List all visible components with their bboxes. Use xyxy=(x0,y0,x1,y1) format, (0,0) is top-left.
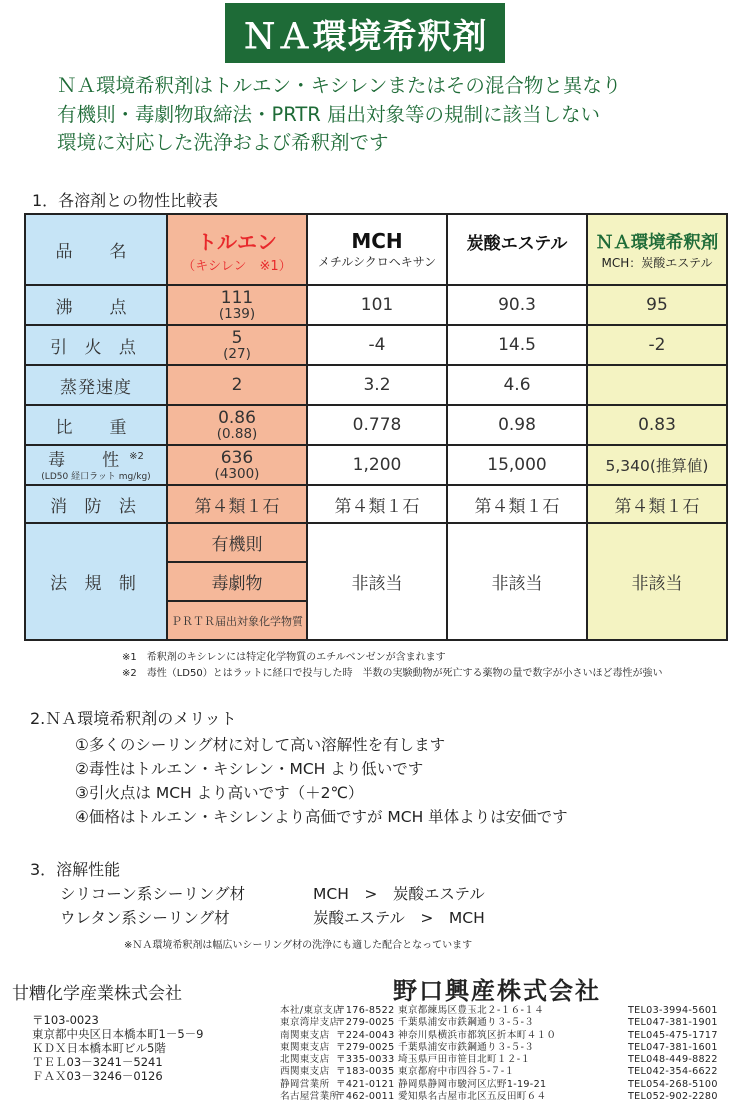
table-row-toxicity xyxy=(25,445,727,485)
tel: TEL052-902-2280 xyxy=(628,1091,718,1103)
merit-item: ④価格はトルエン・キシレンより高価ですが MCH 単体よりは安価です xyxy=(75,808,568,826)
branch-row xyxy=(280,1042,718,1054)
branch-name: 東京湾岸支店 xyxy=(280,1017,340,1029)
company2-logo: 野口興産株式会社 xyxy=(393,976,601,1005)
zip: 〒279-0025 xyxy=(336,1017,395,1029)
address: 千葉県浦安市鉄鋼通り３-５-３ xyxy=(398,1041,535,1053)
branch-row xyxy=(280,1066,718,1078)
cell-toluene: 636 xyxy=(220,448,254,468)
row-label: 消 防 法 xyxy=(50,496,142,517)
row-label: 引 火 点 xyxy=(50,337,142,358)
cell-na xyxy=(587,365,727,405)
branch-row xyxy=(280,1017,718,1029)
cell-na: 0.83 xyxy=(587,405,727,445)
table-row-regulation xyxy=(25,523,727,562)
header-na: ＮＡ環境希釈剤 xyxy=(595,232,719,253)
header-carbonate: 炭酸エステル xyxy=(466,234,568,254)
row-label: 法 規 制 xyxy=(50,574,142,594)
tel: TEL042-354-6622 xyxy=(628,1066,718,1078)
branch-name: 西関東支店 xyxy=(280,1066,330,1078)
zip: 〒279-0025 xyxy=(336,1041,395,1053)
tel: TEL054-268-5100 xyxy=(628,1078,718,1090)
row-label: 蒸発速度 xyxy=(60,377,132,398)
merit-item: ③引火点は MCH より高いです（＋2℃） xyxy=(75,784,364,802)
zip: 〒176-8522 xyxy=(336,1005,395,1016)
title-banner: ＮＡ環境希釈剤 xyxy=(225,3,505,63)
solubility-row xyxy=(60,906,485,930)
row-label-sub: (LD50 経口ラット mg/kg) xyxy=(41,472,151,483)
table-footnotes xyxy=(122,650,663,682)
cell-toluene-reg: 有機則 xyxy=(167,523,307,562)
cell-toluene-reg: ＰＲＴＲ届出対象化学物質 xyxy=(167,601,307,640)
intro-line: 有機則・毒劇物取締法・PRTR 届出対象等の規制に該当しない xyxy=(57,102,601,126)
row-label: 沸 点 xyxy=(55,297,137,318)
branch-name: 南関東支店 xyxy=(280,1029,330,1041)
section3-title: 3．溶解性能 xyxy=(30,860,121,879)
zip: 〒183-0035 xyxy=(336,1066,395,1078)
table-row-boiling-point xyxy=(25,285,727,325)
company1-name: 甘糟化学産業株式会社 xyxy=(12,984,182,1004)
footnote-mark: ※2 xyxy=(129,450,144,462)
cell-carbonate: 第４類１石 xyxy=(447,485,587,523)
cell-mch: 3.2 xyxy=(307,365,447,405)
table-row-flash-point xyxy=(25,325,727,365)
cell-carbonate: 0.98 xyxy=(447,405,587,445)
cell-toluene: 0.86 xyxy=(218,408,256,428)
address: 埼玉県戸田市笹目北町１２-１ xyxy=(398,1054,531,1066)
solubility-note: ※ＮＡ環境希釈剤は幅広いシーリング材の洗浄にも適した配合となっています xyxy=(124,940,473,951)
branch-row xyxy=(280,1054,718,1066)
intro-line: ＮＡ環境希釈剤はトルエン・キシレンまたはその混合物と異なり xyxy=(57,74,622,97)
branch-row xyxy=(280,1091,718,1103)
intro-text xyxy=(57,72,621,158)
table-row-fire-law xyxy=(25,485,727,523)
cell-toluene-sub: (27) xyxy=(223,346,251,362)
branch-name: 東関東支店 xyxy=(280,1041,330,1053)
address: 千葉県浦安市鉄鋼通り３-５-３ xyxy=(398,1017,535,1029)
material: シリコーン系シーリング材 xyxy=(60,885,246,903)
comparison-table xyxy=(24,213,728,641)
company1-address xyxy=(32,1013,203,1083)
solubility-row xyxy=(60,882,485,906)
row-label: 比 重 xyxy=(55,417,137,438)
footnote: ※2 毒性（LD50）とはラットに経口で投与した時 半数の実験動物が死亡する薬物の量で数字が小さいほど毒性が強い xyxy=(122,668,663,679)
cell-carbonate: 4.6 xyxy=(447,365,587,405)
zip: 〒421-0121 xyxy=(336,1078,395,1090)
footnote: ※1 希釈剤のキシレンには特定化学物質のエチルベンゼンが含まれます xyxy=(122,652,446,663)
intro-line: 環境に対応した洗浄および希釈剤です xyxy=(57,131,389,154)
cell-toluene: 5 xyxy=(231,328,243,348)
header-toluene-sub: （キシレン ※1） xyxy=(182,258,292,274)
address: 愛知県名古屋市北区五反田町６４ xyxy=(398,1091,547,1103)
cell-mch: 0.778 xyxy=(307,405,447,445)
cell-na: -2 xyxy=(587,325,727,365)
header-mch: MCH xyxy=(351,229,403,253)
ranking: MCH > 炭酸エステル xyxy=(313,885,485,903)
zip: 〒224-0043 xyxy=(336,1029,395,1041)
header-toluene: トルエン xyxy=(197,229,277,254)
cell-carbonate: 14.5 xyxy=(447,325,587,365)
header-toluene-cell xyxy=(167,214,307,285)
address-line: 東京都中央区日本橋本町1－5－9 xyxy=(32,1027,204,1041)
merit-item: ②毒性はトルエン・キシレン・MCH より低いです xyxy=(75,760,424,778)
branch-name: 本社/東京支店 xyxy=(280,1005,343,1016)
ranking: 炭酸エステル > MCH xyxy=(313,909,485,927)
branch-row xyxy=(280,1079,718,1091)
header-na-cell xyxy=(587,214,727,285)
section2-title: 2.ＮＡ環境希釈剤のメリット xyxy=(30,709,237,728)
cell-na: 非該当 xyxy=(587,523,727,640)
zip: 〒462-0011 xyxy=(336,1091,395,1103)
company2-branches xyxy=(280,1005,718,1103)
address: 神奈川県横浜市都筑区折本町４１０ xyxy=(398,1029,557,1041)
table-row-specific-gravity xyxy=(25,405,727,445)
merit-item: ①多くのシーリング材に対して高い溶解性を有します xyxy=(75,736,446,754)
branch-row xyxy=(280,1005,718,1017)
header-mch-cell xyxy=(307,214,447,285)
row-label: 毒 性 xyxy=(48,450,130,471)
cell-mch: 第４類１石 xyxy=(307,485,447,523)
phone: ＴＥＬ03－3241－5241 xyxy=(32,1055,163,1069)
address: 東京都府中市四谷５-７-１ xyxy=(398,1066,515,1078)
cell-carbonate: 非該当 xyxy=(447,523,587,640)
tel: TEL03-3994-5601 xyxy=(628,1005,718,1016)
tel: TEL048-449-8822 xyxy=(628,1054,718,1066)
header-label-cell xyxy=(25,214,167,285)
cell-toluene: 第４類１石 xyxy=(167,485,307,523)
cell-toluene-sub: (0.88) xyxy=(216,426,258,442)
table-row-evaporation-rate xyxy=(25,365,727,405)
cell-mch: -4 xyxy=(307,325,447,365)
tel: TEL047-381-1601 xyxy=(628,1041,718,1053)
cell-mch: 1,200 xyxy=(307,445,447,485)
branch-name: 静岡営業所 xyxy=(280,1078,330,1090)
branch-name: 名古屋営業所 xyxy=(280,1091,340,1103)
cell-carbonate: 15,000 xyxy=(447,445,587,485)
cell-na: 5,340(推算値) xyxy=(587,445,727,485)
cell-mch: 101 xyxy=(307,285,447,325)
zip: 〒335-0033 xyxy=(336,1054,395,1066)
header-mch-sub: メチルシクロヘキサン xyxy=(317,255,437,269)
address-line: 〒103-0023 xyxy=(32,1013,99,1027)
section1-title: 1．各溶剤との物性比較表 xyxy=(32,191,219,210)
cell-toluene-reg: 毒劇物 xyxy=(167,562,307,601)
header-carbonate-cell xyxy=(447,214,587,285)
address: 東京都練馬区豊玉北２-１６-１４ xyxy=(398,1005,545,1016)
material: ウレタン系シーリング材 xyxy=(60,909,230,927)
table-header-row xyxy=(25,214,727,285)
branch-name: 北関東支店 xyxy=(280,1054,330,1066)
fax: ＦＡＸ03－3246－0126 xyxy=(32,1069,163,1083)
cell-na: 第４類１石 xyxy=(587,485,727,523)
cell-toluene: 111 xyxy=(220,288,254,308)
cell-toluene-sub: (139) xyxy=(218,306,256,322)
header-na-sub: MCH：炭酸エステル xyxy=(601,255,713,270)
cell-na: 95 xyxy=(587,285,727,325)
header-label: 品 名 xyxy=(55,242,137,262)
address-line: ＫＤＸ日本橋本町ビル5階 xyxy=(32,1041,166,1055)
tel: TEL047-381-1901 xyxy=(628,1017,718,1029)
merits-list xyxy=(75,733,568,829)
cell-carbonate: 90.3 xyxy=(447,285,587,325)
solubility-list xyxy=(60,882,485,930)
branch-row xyxy=(280,1030,718,1042)
cell-toluene: 2 xyxy=(167,365,307,405)
tel: TEL045-475-1717 xyxy=(628,1029,718,1041)
cell-toluene-sub: (4300) xyxy=(214,466,260,482)
cell-mch: 非該当 xyxy=(307,523,447,640)
address: 静岡県静岡市駿河区広野1-19-21 xyxy=(398,1078,547,1090)
